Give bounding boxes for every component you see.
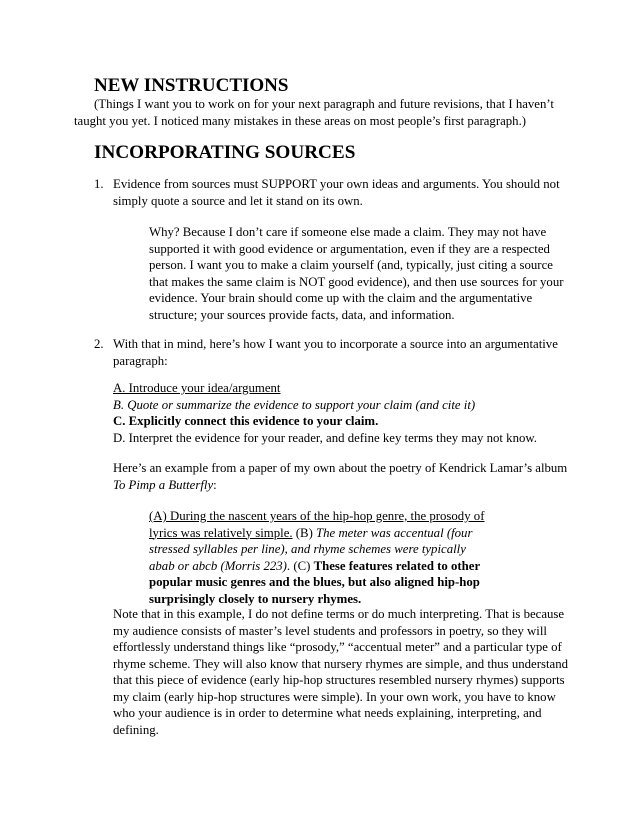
page-title: NEW INSTRUCTIONS bbox=[94, 75, 289, 96]
list-number: 1. bbox=[94, 177, 104, 191]
example-part-a: (A) During the nascent years of the hip-hop genre, the prosody of lyrics was relatively simple. bbox=[149, 509, 485, 540]
example-label-b: (B) bbox=[292, 525, 317, 540]
album-title: To Pimp a Butterfly bbox=[113, 477, 214, 492]
step-c: C. Explicitly connect this evidence to your claim. bbox=[113, 414, 379, 428]
paragraph-steps bbox=[113, 380, 573, 446]
list-item-text: With that in mind, here’s how I want you to incorporate a source into an argumentative paragraph: bbox=[113, 337, 558, 368]
example-part-c: These features related to other popular music genres and the blues, but also aligned hip-hop surprisingly closely to nursery rhymes. bbox=[149, 558, 480, 606]
section-heading: INCORPORATING SOURCES bbox=[94, 142, 356, 163]
example-intro-end: : bbox=[213, 477, 217, 492]
list-item-2 bbox=[94, 336, 574, 369]
example-intro bbox=[113, 460, 573, 493]
example-block bbox=[149, 508, 494, 607]
list-number: 2. bbox=[94, 337, 104, 351]
note-paragraph: Note that in this example, I do not define terms or do much interpreting. That is because my audience consists of master’s level students and professors in poetry, so they will effortlessly understand things like “prosody,” “accentual meter” and a particular type of rhyme scheme. They will also know that nursery rhymes are simple, and thus understand that this piece of evidence (early hip-hop structures resembled nursery rhymes) supports my claim (early hip-hop structures were simple). In your own work, you have to know who your audience is in order to determine what needs explaining, interpreting, and defining. bbox=[113, 607, 569, 737]
example-label-c: . (C) bbox=[286, 558, 314, 573]
list-item-1 bbox=[94, 176, 574, 209]
intro-paragraph: (Things I want you to work on for your next paragraph and future revisions, that I haven’t taught you yet. I noticed many mistakes in these areas on most people’s first paragraph.) bbox=[74, 97, 554, 128]
step-a: A. Introduce your idea/argument bbox=[113, 381, 281, 395]
example-part-b: The meter was accentual (four stressed syllables per line), and rhyme schemes were typically abab or abcb (Morris 223) bbox=[149, 525, 473, 573]
list-item-text: Evidence from sources must SUPPORT your own ideas and arguments. You should not simply quote a source and let it stand on its own. bbox=[113, 177, 560, 208]
why-paragraph: Why? Because I don’t care if someone else made a claim. They may not have supported it with good evidence or argumentation, even if they are a respected person. I want you to make a claim yourself (and, typically, just citing a source that makes the same claim is NOT good evidence), and then use sources for your evidence. Your brain should come up with the claim and the argumentative structure; your sources provide facts, data, and information. bbox=[149, 225, 564, 322]
step-b: B. Quote or summarize the evidence to support your claim (and cite it) bbox=[113, 397, 476, 412]
example-intro-text: Here’s an example from a paper of my own about the poetry of Kendrick Lamar’s album bbox=[113, 461, 568, 475]
step-d: D. Interpret the evidence for your reader, and define key terms they may not know. bbox=[113, 430, 537, 445]
